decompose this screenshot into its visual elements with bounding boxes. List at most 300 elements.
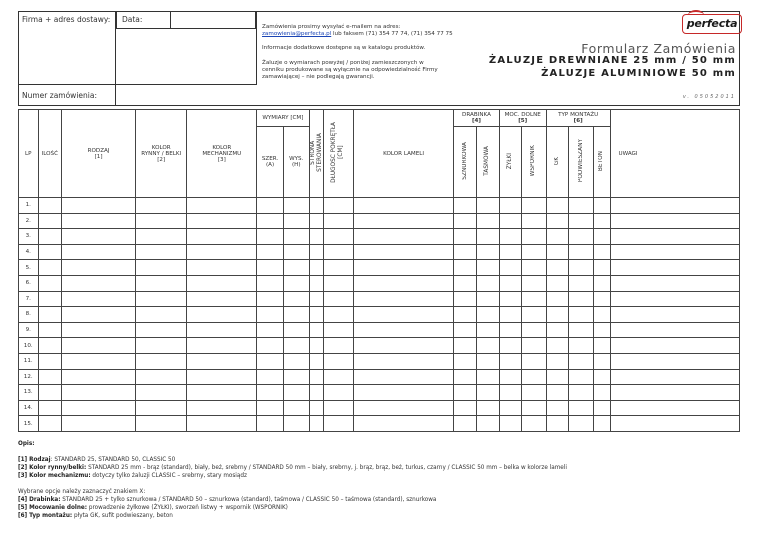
table-cell[interactable] <box>476 198 499 214</box>
table-cell[interactable] <box>283 416 309 432</box>
table-cell[interactable] <box>610 416 740 432</box>
table-cell[interactable] <box>594 260 610 276</box>
table-row <box>19 291 740 307</box>
table-cell[interactable] <box>569 369 594 385</box>
table-cell[interactable] <box>546 353 569 369</box>
table-cell[interactable] <box>62 213 136 229</box>
table-cell[interactable] <box>594 369 610 385</box>
desc-kolor-rynny: [2] Kolor rynny/belki: STANDARD 25 mm - brąz (standard), biały, beż, srebrny / STANDARD 50 mm – biały, srebrny, j. brąz, brąz, beż, turkus, czarny / CLASSIC 50 mm – belka w kolorze lameli <box>18 465 567 471</box>
table-cell[interactable] <box>569 275 594 291</box>
table-cell[interactable] <box>62 400 136 416</box>
table-cell[interactable] <box>522 338 547 354</box>
header-sznurkowa: SZNURKOWA <box>454 127 477 198</box>
table-cell[interactable] <box>522 369 547 385</box>
row-number: 13. <box>19 385 39 401</box>
table-cell[interactable] <box>522 198 547 214</box>
table-cell[interactable] <box>499 338 522 354</box>
table-cell[interactable] <box>187 400 257 416</box>
table-cell[interactable] <box>522 260 547 276</box>
table-cell[interactable] <box>257 260 284 276</box>
table-cell[interactable] <box>610 275 740 291</box>
product-line-2: ŻALUZJE ALUMINIOWE 50 mm <box>541 68 736 79</box>
table-cell[interactable] <box>257 198 284 214</box>
table-cell[interactable] <box>309 400 323 416</box>
table-cell[interactable] <box>569 307 594 323</box>
table-cell[interactable] <box>499 385 522 401</box>
row-number: 5. <box>19 260 39 276</box>
table-cell[interactable] <box>610 400 740 416</box>
table-cell[interactable] <box>353 213 454 229</box>
table-cell[interactable] <box>610 385 740 401</box>
table-cell[interactable] <box>62 385 136 401</box>
table-cell[interactable] <box>476 385 499 401</box>
table-cell[interactable] <box>257 322 284 338</box>
table-cell[interactable] <box>62 369 136 385</box>
table-cell[interactable] <box>546 291 569 307</box>
table-cell[interactable] <box>136 338 187 354</box>
table-cell[interactable] <box>257 353 284 369</box>
table-cell[interactable] <box>610 260 740 276</box>
table-cell[interactable] <box>353 416 454 432</box>
table-cell[interactable] <box>187 369 257 385</box>
table-cell[interactable] <box>569 322 594 338</box>
table-cell[interactable] <box>454 338 477 354</box>
table-cell[interactable] <box>136 322 187 338</box>
table-cell[interactable] <box>283 353 309 369</box>
table-cell[interactable] <box>454 229 477 245</box>
table-cell[interactable] <box>323 198 353 214</box>
table-cell[interactable] <box>476 229 499 245</box>
table-cell[interactable] <box>499 353 522 369</box>
table-cell[interactable] <box>594 400 610 416</box>
table-cell[interactable] <box>38 322 62 338</box>
table-cell[interactable] <box>476 275 499 291</box>
table-cell[interactable] <box>546 244 569 260</box>
table-cell[interactable] <box>499 307 522 323</box>
table-cell[interactable] <box>522 400 547 416</box>
table-cell[interactable] <box>136 307 187 323</box>
header-tasmowa: TAŚMOWA <box>476 127 499 198</box>
table-cell[interactable] <box>38 213 62 229</box>
table-cell[interactable] <box>454 291 477 307</box>
table-cell[interactable] <box>546 307 569 323</box>
table-cell[interactable] <box>323 322 353 338</box>
table-cell[interactable] <box>610 213 740 229</box>
header-szer: SZER. (A) <box>257 127 284 198</box>
table-cell[interactable] <box>594 291 610 307</box>
table-cell[interactable] <box>323 400 353 416</box>
table-cell[interactable] <box>323 229 353 245</box>
table-cell[interactable] <box>454 244 477 260</box>
header-podwieszany: PODWIESZANY <box>569 127 594 198</box>
table-cell[interactable] <box>136 275 187 291</box>
table-cell[interactable] <box>257 385 284 401</box>
table-cell[interactable] <box>454 385 477 401</box>
table-cell[interactable] <box>569 353 594 369</box>
header-dlugosc-pokretla <box>323 110 353 198</box>
table-cell[interactable] <box>136 229 187 245</box>
table-cell[interactable] <box>283 338 309 354</box>
table-cell[interactable] <box>283 229 309 245</box>
table-cell[interactable] <box>610 353 740 369</box>
table-cell[interactable] <box>476 369 499 385</box>
table-cell[interactable] <box>522 385 547 401</box>
table-cell[interactable] <box>476 307 499 323</box>
table-cell[interactable] <box>283 369 309 385</box>
table-cell[interactable] <box>353 338 454 354</box>
table-cell[interactable] <box>594 229 610 245</box>
table-cell[interactable] <box>187 307 257 323</box>
table-cell[interactable] <box>594 385 610 401</box>
kolor-mech-line-2: MECHANIZMU <box>202 150 242 157</box>
table-cell[interactable] <box>309 353 323 369</box>
strona-sterowania-text: STRONA STEROWANIA <box>309 133 323 172</box>
table-cell[interactable] <box>594 244 610 260</box>
header-rodzaj <box>62 110 136 198</box>
table-cell[interactable] <box>283 400 309 416</box>
header-divider-horizontal <box>18 84 257 85</box>
table-cell[interactable] <box>499 229 522 245</box>
table-cell[interactable] <box>323 291 353 307</box>
table-cell[interactable] <box>38 353 62 369</box>
table-cell[interactable] <box>136 244 187 260</box>
table-cell[interactable] <box>309 275 323 291</box>
table-cell[interactable] <box>610 244 740 260</box>
table-cell[interactable] <box>353 260 454 276</box>
table-cell[interactable] <box>187 338 257 354</box>
table-cell[interactable] <box>187 229 257 245</box>
table-cell[interactable] <box>476 260 499 276</box>
table-cell[interactable] <box>522 416 547 432</box>
table-cell[interactable] <box>283 307 309 323</box>
table-cell[interactable] <box>569 385 594 401</box>
table-cell[interactable] <box>309 229 323 245</box>
table-cell[interactable] <box>309 369 323 385</box>
table-cell[interactable] <box>569 198 594 214</box>
desc-drabinka: [4] Drabinka: STANDARD 25 + tylko sznurkowa / STANDARD 50 – sznurkowa (standard), taśmowa / CLASSIC 50 – taśmowa (standard), sznurkowa <box>18 497 437 503</box>
table-cell[interactable] <box>594 275 610 291</box>
table-cell[interactable] <box>62 416 136 432</box>
table-cell[interactable] <box>136 416 187 432</box>
table-cell[interactable] <box>187 291 257 307</box>
table-cell[interactable] <box>353 229 454 245</box>
table-cell[interactable] <box>522 353 547 369</box>
table-cell[interactable] <box>309 307 323 323</box>
table-cell[interactable] <box>323 307 353 323</box>
table-cell[interactable] <box>610 322 740 338</box>
table-cell[interactable] <box>257 307 284 323</box>
rodzaj-ref: [1] <box>94 153 103 160</box>
table-cell[interactable] <box>610 229 740 245</box>
table-cell[interactable] <box>283 291 309 307</box>
table-cell[interactable] <box>257 229 284 245</box>
table-cell[interactable] <box>283 260 309 276</box>
table-cell[interactable] <box>309 322 323 338</box>
row-number: 4. <box>19 244 39 260</box>
header-strona-sterowania <box>309 110 323 198</box>
kolor-rynny-ref: [2] <box>157 156 166 163</box>
table-cell[interactable] <box>353 369 454 385</box>
table-cell[interactable] <box>136 369 187 385</box>
table-cell[interactable] <box>309 213 323 229</box>
table-cell[interactable] <box>476 400 499 416</box>
table-cell[interactable] <box>546 338 569 354</box>
table-cell[interactable] <box>594 416 610 432</box>
row-number: 12. <box>19 369 39 385</box>
form-title: Formularz Zamówienia <box>581 41 736 56</box>
table-cell[interactable] <box>187 353 257 369</box>
table-cell[interactable] <box>38 229 62 245</box>
table-cell[interactable] <box>476 244 499 260</box>
table-cell[interactable] <box>454 213 477 229</box>
table-cell[interactable] <box>136 385 187 401</box>
table-cell[interactable] <box>522 322 547 338</box>
table-cell[interactable] <box>38 369 62 385</box>
table-cell[interactable] <box>454 353 477 369</box>
table-cell[interactable] <box>569 213 594 229</box>
order-table <box>18 109 740 432</box>
table-cell[interactable] <box>323 369 353 385</box>
table-cell[interactable] <box>499 260 522 276</box>
table-cell[interactable] <box>546 198 569 214</box>
table-cell[interactable] <box>323 275 353 291</box>
table-cell[interactable] <box>499 291 522 307</box>
table-cell[interactable] <box>353 385 454 401</box>
table-cell[interactable] <box>569 229 594 245</box>
table-cell[interactable] <box>594 353 610 369</box>
table-cell[interactable] <box>283 213 309 229</box>
table-cell[interactable] <box>546 385 569 401</box>
table-cell[interactable] <box>187 198 257 214</box>
table-cell[interactable] <box>38 244 62 260</box>
table-cell[interactable] <box>476 291 499 307</box>
header-drabinka: DRABINKA [4] <box>454 110 499 127</box>
table-cell[interactable] <box>522 229 547 245</box>
table-cell[interactable] <box>283 275 309 291</box>
table-cell[interactable] <box>62 353 136 369</box>
row-number: 15. <box>19 416 39 432</box>
table-cell[interactable] <box>454 400 477 416</box>
date-label: Data: <box>122 15 143 24</box>
table-cell[interactable] <box>522 275 547 291</box>
table-cell[interactable] <box>499 322 522 338</box>
table-cell[interactable] <box>610 338 740 354</box>
table-cell[interactable] <box>62 322 136 338</box>
table-cell[interactable] <box>594 198 610 214</box>
table-cell[interactable] <box>594 322 610 338</box>
fax-text: lub faksem (71) 354 77 74, (71) 354 77 75 <box>331 31 453 38</box>
table-cell[interactable] <box>136 213 187 229</box>
table-cell[interactable] <box>257 244 284 260</box>
table-row <box>19 307 740 323</box>
table-cell[interactable] <box>522 291 547 307</box>
table-cell[interactable] <box>309 385 323 401</box>
table-cell[interactable] <box>62 198 136 214</box>
table-cell[interactable] <box>454 307 477 323</box>
table-cell[interactable] <box>454 416 477 432</box>
table-cell[interactable] <box>323 260 353 276</box>
table-cell[interactable] <box>476 353 499 369</box>
table-cell[interactable] <box>610 198 740 214</box>
table-cell[interactable] <box>38 385 62 401</box>
kolor-rynny-line-1: KOLOR <box>151 144 171 151</box>
table-row <box>19 322 740 338</box>
table-cell[interactable] <box>136 291 187 307</box>
dlugosc-pokretla-text: DŁUGOŚĆ POKRĘTŁA [CM] <box>331 122 345 183</box>
table-cell[interactable] <box>454 260 477 276</box>
table-cell[interactable] <box>136 400 187 416</box>
table-row <box>19 275 740 291</box>
logo-text: perfecta <box>686 17 738 30</box>
table-cell[interactable] <box>610 307 740 323</box>
table-cell[interactable] <box>38 198 62 214</box>
table-cell[interactable] <box>257 338 284 354</box>
table-cell[interactable] <box>257 416 284 432</box>
table-cell[interactable] <box>309 260 323 276</box>
table-cell[interactable] <box>38 291 62 307</box>
table-cell[interactable] <box>569 291 594 307</box>
table-cell[interactable] <box>569 244 594 260</box>
table-cell[interactable] <box>476 416 499 432</box>
table-cell[interactable] <box>283 322 309 338</box>
table-cell[interactable] <box>309 244 323 260</box>
table-cell[interactable] <box>38 275 62 291</box>
rodzaj-text: RODZAJ <box>87 147 110 154</box>
header-wymiary: WYMIARY [CM] <box>257 110 309 127</box>
table-cell[interactable] <box>594 213 610 229</box>
table-cell[interactable] <box>522 213 547 229</box>
table-cell[interactable] <box>499 198 522 214</box>
table-cell[interactable] <box>454 369 477 385</box>
table-cell[interactable] <box>454 198 477 214</box>
table-cell[interactable] <box>546 369 569 385</box>
table-cell[interactable] <box>569 416 594 432</box>
table-cell[interactable] <box>594 307 610 323</box>
table-cell[interactable] <box>187 416 257 432</box>
table-cell[interactable] <box>546 229 569 245</box>
table-cell[interactable] <box>187 385 257 401</box>
table-cell[interactable] <box>499 400 522 416</box>
table-cell[interactable] <box>187 244 257 260</box>
table-cell[interactable] <box>187 322 257 338</box>
table-cell[interactable] <box>353 307 454 323</box>
table-cell[interactable] <box>594 338 610 354</box>
table-cell[interactable] <box>187 260 257 276</box>
table-cell[interactable] <box>257 400 284 416</box>
table-cell[interactable] <box>546 213 569 229</box>
table-cell[interactable] <box>62 307 136 323</box>
table-cell[interactable] <box>62 275 136 291</box>
table-cell[interactable] <box>353 353 454 369</box>
table-cell[interactable] <box>323 416 353 432</box>
table-cell[interactable] <box>187 275 257 291</box>
table-cell[interactable] <box>323 353 353 369</box>
table-cell[interactable] <box>38 338 62 354</box>
header-typ-montazu: TYP MONTAŻU [6] <box>546 110 610 127</box>
row-number: 3. <box>19 229 39 245</box>
table-cell[interactable] <box>476 322 499 338</box>
table-cell[interactable] <box>353 291 454 307</box>
table-cell[interactable] <box>62 291 136 307</box>
table-cell[interactable] <box>283 244 309 260</box>
table-cell[interactable] <box>309 338 323 354</box>
table-cell[interactable] <box>454 275 477 291</box>
email-link[interactable]: zamowienia@perfecta.pl <box>262 31 332 38</box>
table-cell[interactable] <box>323 244 353 260</box>
kolor-mech-line-1: KOLOR <box>212 144 232 151</box>
table-cell[interactable] <box>546 400 569 416</box>
table-cell[interactable] <box>257 369 284 385</box>
table-cell[interactable] <box>569 338 594 354</box>
header-gk: GK <box>546 127 569 198</box>
table-cell[interactable] <box>257 291 284 307</box>
table-cell[interactable] <box>136 198 187 214</box>
table-cell[interactable] <box>610 291 740 307</box>
table-cell[interactable] <box>610 369 740 385</box>
table-cell[interactable] <box>522 307 547 323</box>
description-title: Opis: <box>18 441 35 447</box>
table-cell[interactable] <box>38 400 62 416</box>
table-cell[interactable] <box>569 260 594 276</box>
table-cell[interactable] <box>546 260 569 276</box>
table-cell[interactable] <box>136 260 187 276</box>
table-cell[interactable] <box>283 385 309 401</box>
table-cell[interactable] <box>62 338 136 354</box>
table-cell[interactable] <box>499 275 522 291</box>
table-cell[interactable] <box>187 213 257 229</box>
table-cell[interactable] <box>38 416 62 432</box>
table-cell[interactable] <box>522 244 547 260</box>
table-cell[interactable] <box>476 338 499 354</box>
table-cell[interactable] <box>499 416 522 432</box>
table-cell[interactable] <box>323 385 353 401</box>
table-cell[interactable] <box>499 213 522 229</box>
table-cell[interactable] <box>62 244 136 260</box>
table-cell[interactable] <box>257 213 284 229</box>
table-cell[interactable] <box>499 244 522 260</box>
table-cell[interactable] <box>353 275 454 291</box>
table-cell[interactable] <box>546 416 569 432</box>
table-cell[interactable] <box>309 416 323 432</box>
kolor-mech-ref: [3] <box>217 156 226 163</box>
table-cell[interactable] <box>38 307 62 323</box>
table-cell[interactable] <box>257 275 284 291</box>
desc-kolor-mechanizmu: [3] Kolor mechanizmu: dotyczy tylko żaluzji CLASSIC – srebrny, stary mosiądz <box>18 473 247 479</box>
table-cell[interactable] <box>353 400 454 416</box>
table-cell[interactable] <box>454 322 477 338</box>
table-cell[interactable] <box>323 338 353 354</box>
header-divider-vertical <box>256 11 257 84</box>
table-cell[interactable] <box>62 229 136 245</box>
table-cell[interactable] <box>62 260 136 276</box>
table-cell[interactable] <box>499 369 522 385</box>
table-cell[interactable] <box>546 275 569 291</box>
table-cell[interactable] <box>309 291 323 307</box>
warranty-note-2: cenniku produkowane są wyłącznie na odpowiedzialność Firmy <box>262 66 438 73</box>
table-cell[interactable] <box>546 322 569 338</box>
table-cell[interactable] <box>353 322 454 338</box>
table-cell[interactable] <box>309 198 323 214</box>
table-cell[interactable] <box>569 400 594 416</box>
table-cell[interactable] <box>38 260 62 276</box>
order-info-text <box>262 24 512 81</box>
table-cell[interactable] <box>353 244 454 260</box>
table-cell[interactable] <box>476 213 499 229</box>
table-cell[interactable] <box>283 198 309 214</box>
table-cell[interactable] <box>353 198 454 214</box>
table-cell[interactable] <box>323 213 353 229</box>
table-cell[interactable] <box>136 353 187 369</box>
